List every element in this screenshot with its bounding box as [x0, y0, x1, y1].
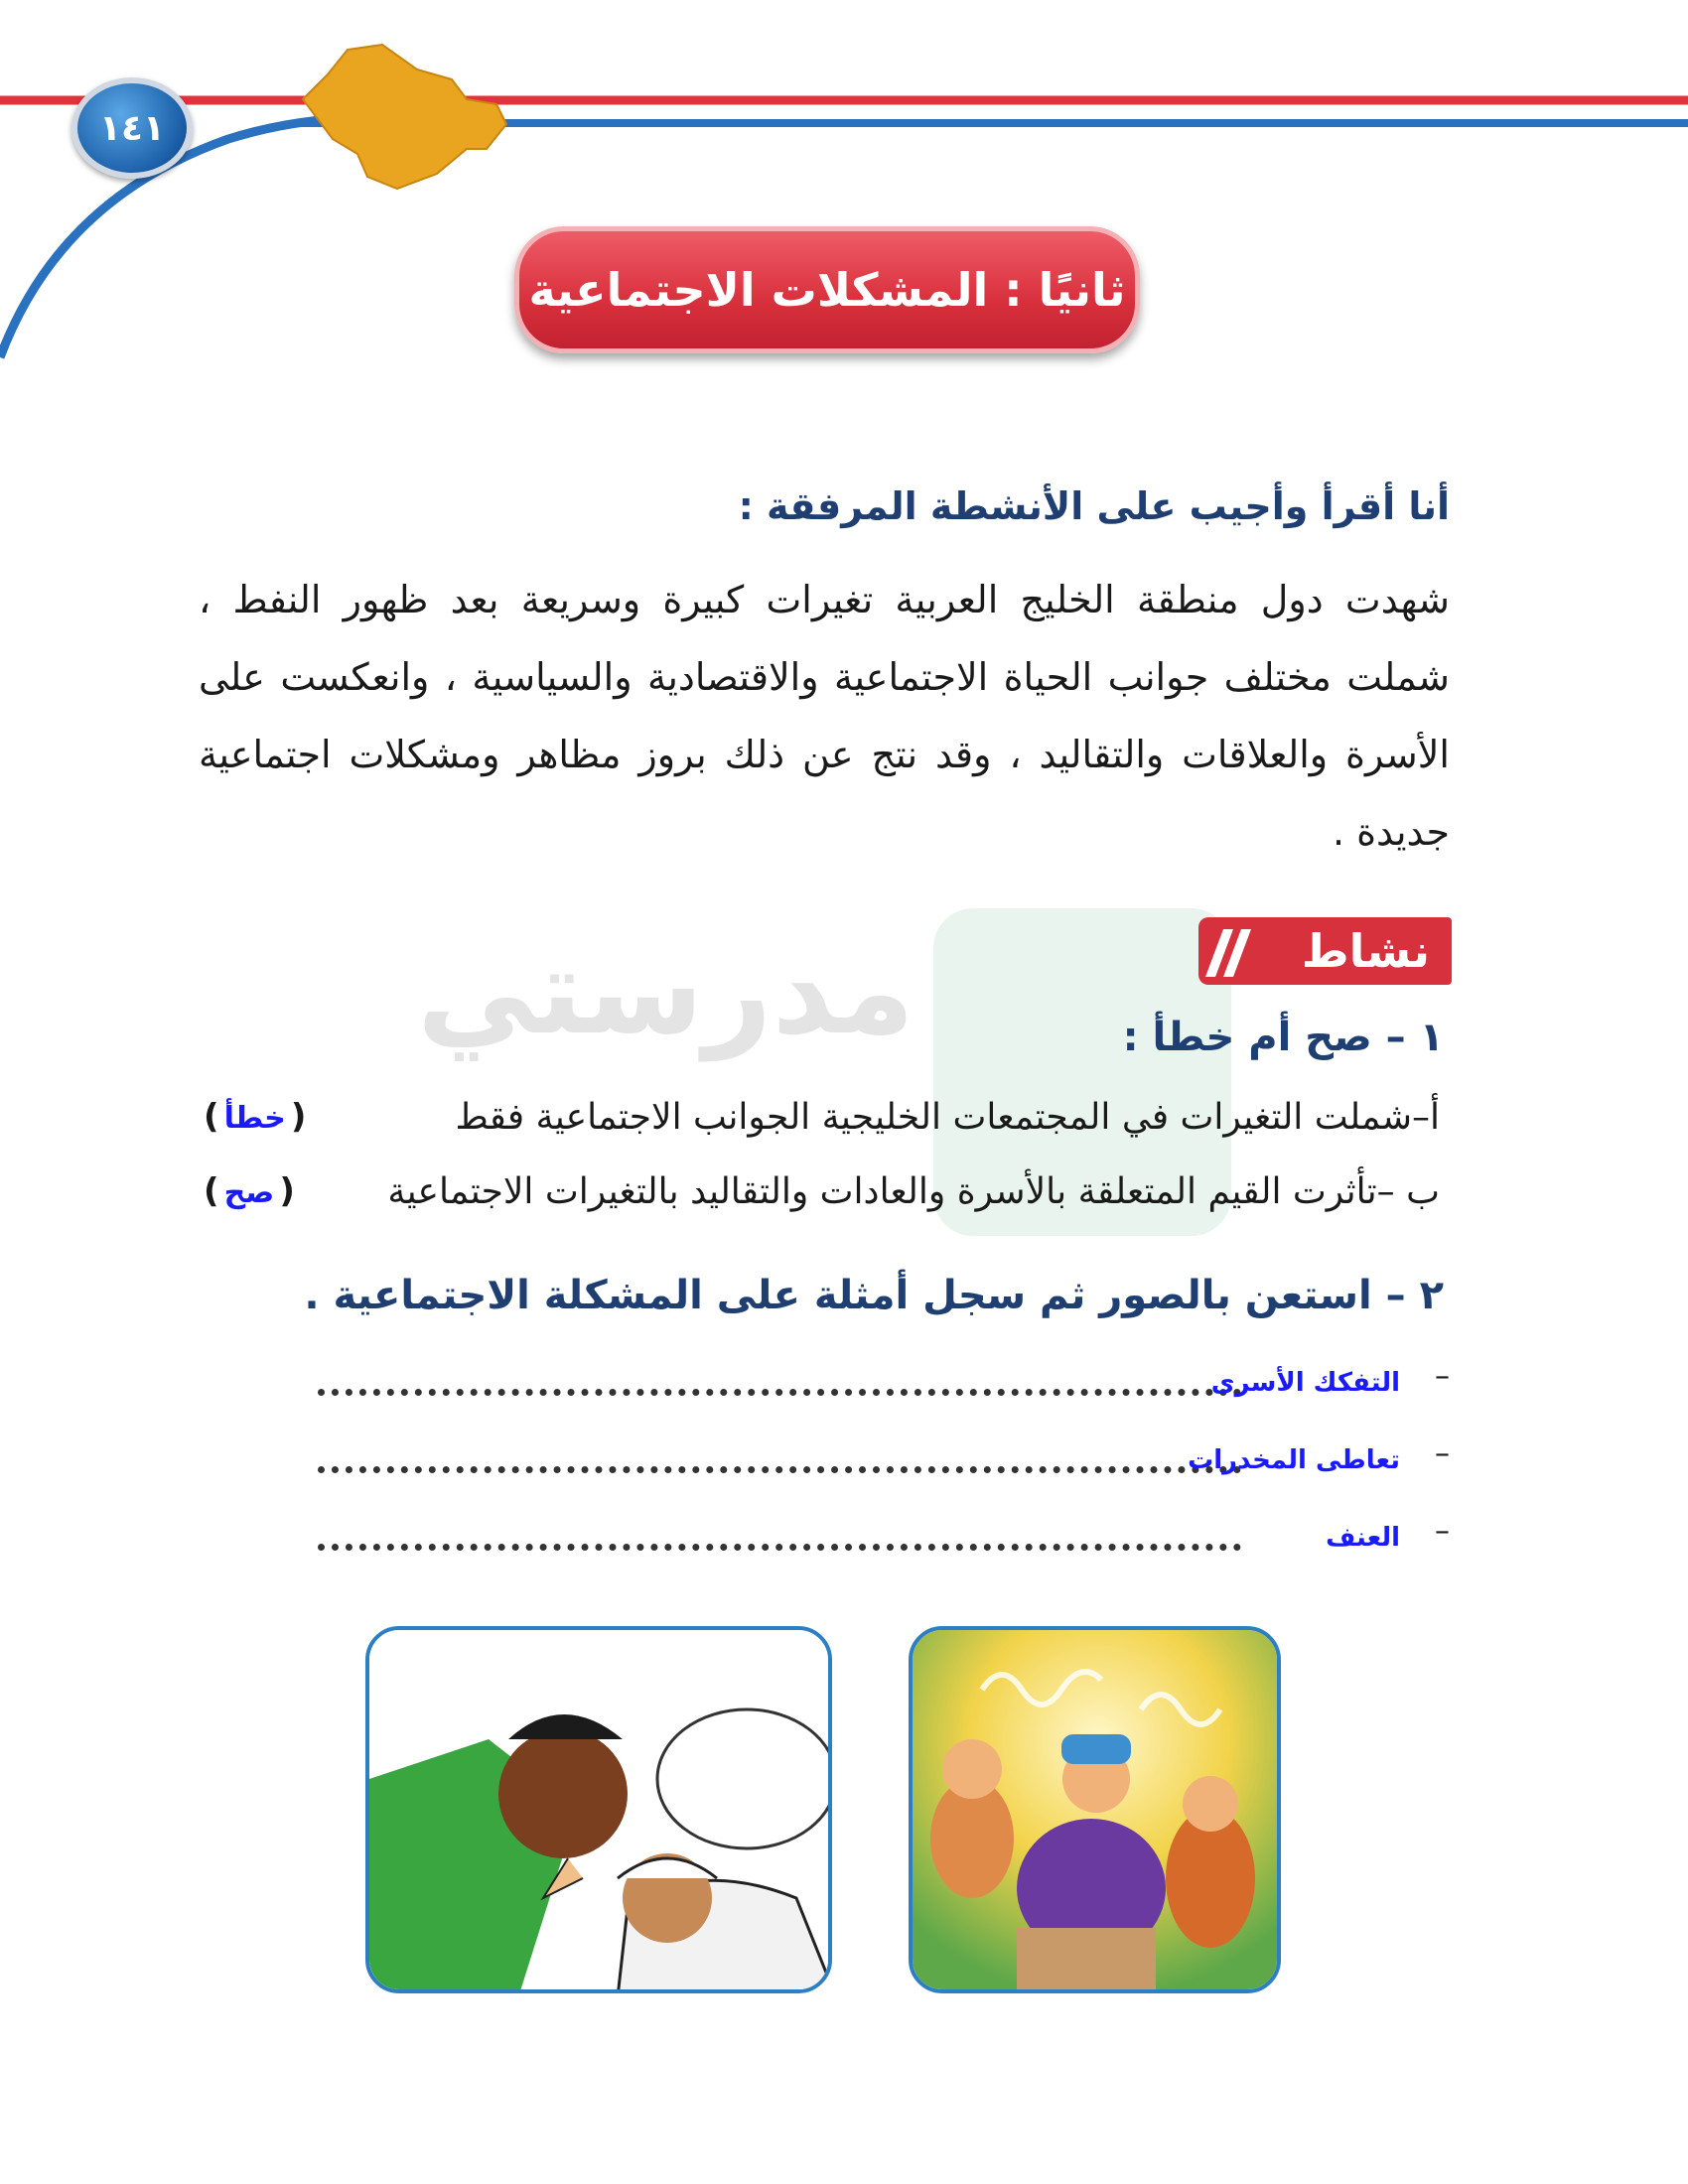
gulf-map-icon [303, 45, 506, 189]
violence-illustration [365, 1626, 832, 1993]
intro-paragraph: شهدت دول منطقة الخليج العربية تغيرات كبيرة وسريعة بعد ظهور النفط ، شملت مختلف جوانب الحياة الاجتماعية والاقتصادية والسياسية ، وانعكست على الأسرة والعلاقات والتقاليد ، وقد نتج عن ذلك بروز مظاهر ومشكلات اجتماعية جديدة . [199, 578, 1450, 854]
question1-item-b [387, 1171, 1440, 1212]
question2-title: ٢ – استعن بالصور ثم سجل أمثلة على المشكلة الاجتماعية . [304, 1273, 1444, 1318]
activity-label-text: نشاط [1301, 924, 1430, 978]
violence-illustration-icon [369, 1630, 832, 1993]
page-number: ١٤١ [99, 107, 165, 149]
section-title-text: ثانيًا : المشكلات الاجتماعية [528, 263, 1126, 317]
answer-line-1: التفكك الأسرى – [318, 1360, 1450, 1400]
answer-line-3: العنف – [318, 1515, 1450, 1555]
question1-item-b-text: ب –تأثرت القيم المتعلقة بالأسرة والعادات والتقاليد بالتغيرات الاجتماعية [387, 1171, 1440, 1212]
question1-title: ١ – صح أم خطأ : [1122, 1015, 1444, 1060]
answer-line-2: تعاطى المخدرات – [318, 1437, 1450, 1477]
question1-item-a [455, 1097, 1440, 1138]
answer-line-1-text: التفكك الأسرى [1210, 1368, 1400, 1398]
question1-item-a-text: أ–شملت التغيرات في المجتمعات الخليجية الجوانب الاجتماعية فقط [455, 1097, 1440, 1138]
intro-heading: أنا أقرأ وأجيب على الأنشطة المرفقة : [738, 484, 1450, 528]
watermark-text: مدرستي [417, 923, 915, 1061]
answer-line-2-text: تعاطى المخدرات [1188, 1445, 1400, 1475]
answer-line-3-text: العنف [1326, 1523, 1400, 1553]
drug-use-illustration-icon [913, 1630, 1281, 1993]
question1-item-b-answer: صح [223, 1175, 275, 1210]
question1-item-a-answer-box: ( خطأ ) [204, 1097, 307, 1137]
page-number-badge [71, 77, 193, 179]
drug-use-illustration [909, 1626, 1281, 1993]
section-title [514, 226, 1140, 353]
question1-item-b-answer-box: ( صح ) [204, 1171, 295, 1211]
activity-slash-icon [1201, 921, 1259, 981]
question1-item-a-answer: خطأ [223, 1101, 286, 1136]
